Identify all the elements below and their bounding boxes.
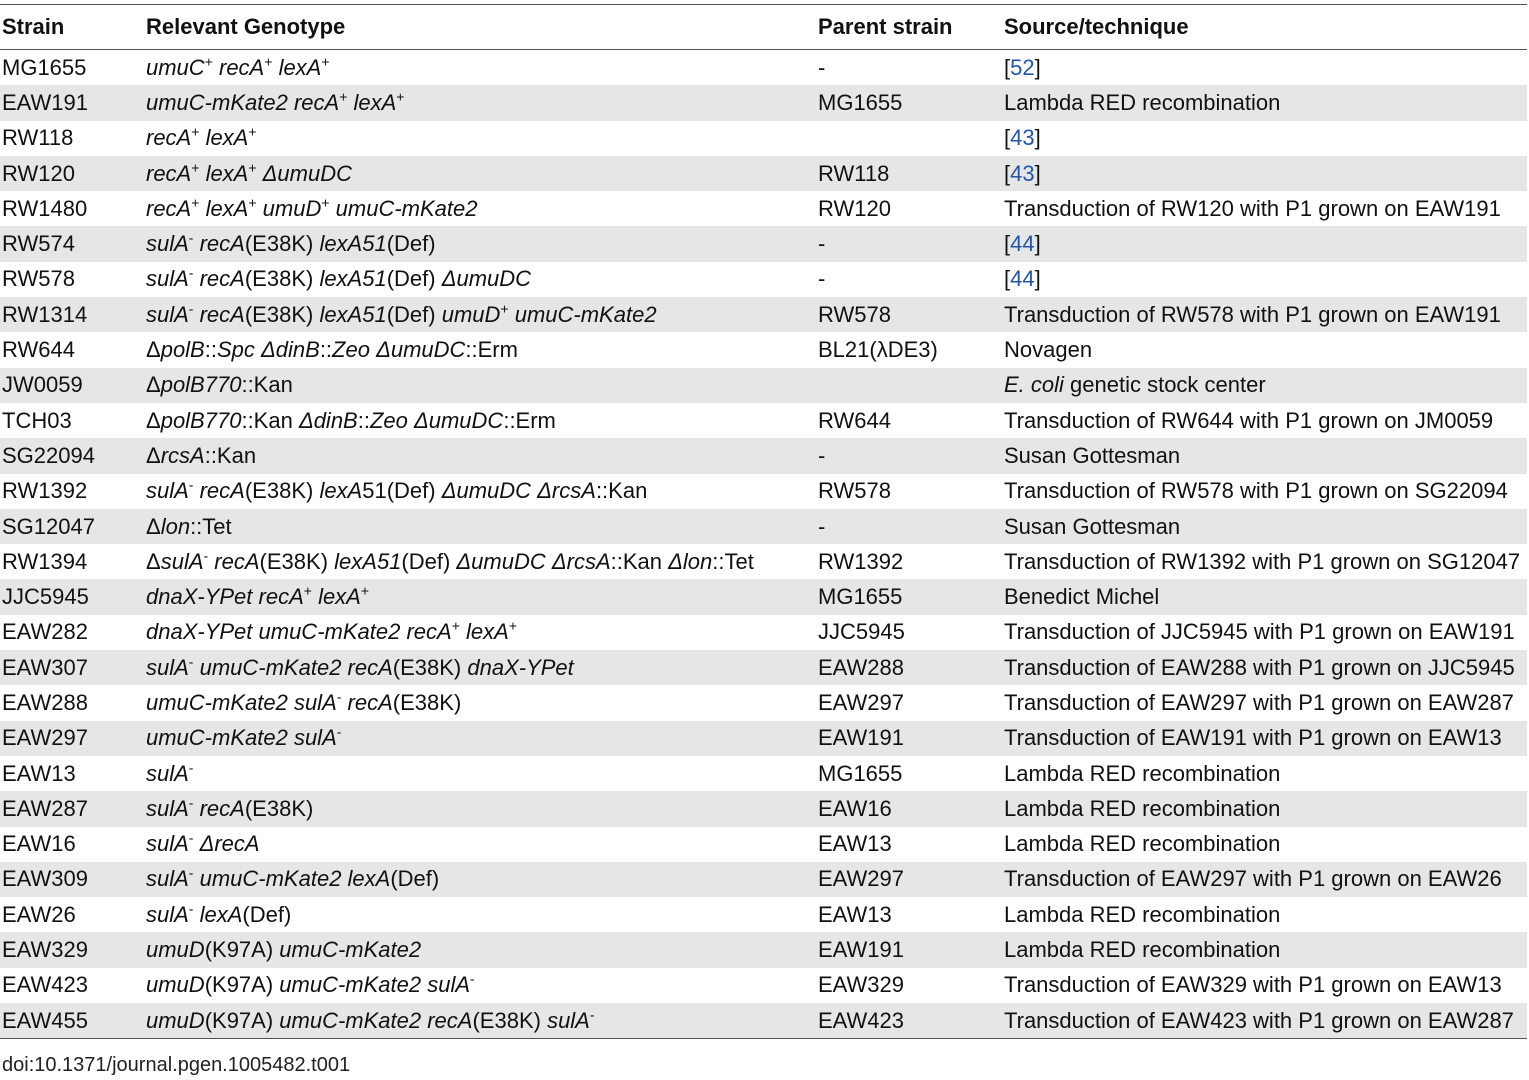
cell-strain: EAW16 (2, 831, 76, 857)
cell-genotype: ΔrcsA::Kan (144, 438, 816, 473)
cell-parent: EAW191 (816, 932, 1002, 967)
cell-parent: - (816, 438, 1002, 473)
cell-genotype: sulA- recA(E38K) lexA51(Def) ΔumuDC ΔrcsA::Kan (146, 476, 648, 504)
cell-source: Transduction of EAW297 with P1 grown on EAW287 (1004, 689, 1514, 715)
table-row (0, 368, 1527, 403)
cell-source: Transduction of EAW288 with P1 grown on JJC5945 (1002, 650, 1527, 685)
cell-strain: RW1480 (2, 195, 88, 221)
cell-genotype: ΔsulA- recA(E38K) lexA51(Def) ΔumuDC ΔrcsA::Kan Δlon::Tet (146, 547, 754, 574)
cell-source: Benedict Michel (1002, 579, 1527, 614)
cell-parent: MG1655 (816, 579, 1002, 614)
cell-genotype: dnaX-YPet umuC-mKate2 recA+ lexA+ (146, 618, 517, 645)
cell-genotype: Δlon::Tet (144, 509, 816, 544)
cell-strain: EAW297 (0, 721, 144, 756)
cell-parent: MG1655 (816, 85, 1002, 120)
cell-parent: MG1655 (818, 760, 903, 786)
cell-genotype: sulA- recA(E38K) lexA51(Def) ΔumuDC (146, 265, 532, 292)
cell-parent: EAW13 (818, 831, 892, 857)
cell-strain: RW1392 (2, 478, 88, 504)
cell-parent: EAW13 (818, 901, 892, 927)
cell-source: Susan Gottesman (1002, 509, 1527, 544)
cell-parent: RW578 (818, 478, 891, 504)
cell-strain: SG22094 (0, 438, 144, 473)
cell-genotype: sulA- recA(E38K) (144, 791, 816, 826)
table-row (0, 156, 1527, 191)
cell-strain: RW578 (2, 266, 75, 292)
cell-source: Transduction of RW578 with P1 grown on SG22094 (1004, 478, 1508, 504)
header-genotype: Relevant Genotype (144, 5, 816, 50)
table-row (0, 191, 1527, 226)
table-row (0, 862, 1527, 897)
cell-parent: EAW16 (816, 791, 1002, 826)
header-strain: Strain (0, 5, 144, 50)
table-row (0, 85, 1527, 120)
doi-caption: doi:10.1371/journal.pgen.1005482.t001 (2, 1054, 351, 1076)
cell-strain: EAW26 (2, 901, 76, 927)
cell-genotype: sulA- umuC-mKate2 recA(E38K) dnaX-YPet (144, 650, 816, 685)
cell-strain: RW574 (0, 226, 144, 261)
cell-source: E. coli genetic stock center (1002, 368, 1527, 403)
cell-genotype: recA+ lexA+ (146, 123, 257, 151)
table-row (0, 438, 1527, 473)
cell-strain: RW644 (2, 337, 75, 363)
table-row (0, 544, 1527, 579)
cell-source: Transduction of EAW297 with P1 grown on EAW26 (1002, 862, 1527, 897)
cell-parent: EAW288 (816, 650, 1002, 685)
cell-genotype: sulA- umuC-mKate2 lexA(Def) (144, 862, 816, 897)
cell-source: Lambda RED recombination (1004, 831, 1281, 857)
cell-strain: JJC5945 (0, 579, 144, 614)
cell-source: Transduction of JJC5945 with P1 grown on EAW191 (1004, 619, 1515, 645)
header-row (0, 5, 1527, 50)
cell-strain: JW0059 (0, 368, 144, 403)
cell-strain: EAW455 (0, 1003, 144, 1039)
cell-genotype: umuC-mKate2 recA+ lexA+ (144, 85, 816, 120)
cell-strain: RW118 (2, 125, 74, 151)
table-row (0, 579, 1527, 614)
cell-source: Transduction of RW120 with P1 grown on EAW191 (1004, 195, 1501, 221)
cell-genotype: umuD(K97A) umuC-mKate2 sulA- (146, 971, 475, 998)
cell-parent: RW644 (818, 407, 891, 433)
table-row (0, 474, 1527, 509)
cell-parent: EAW297 (816, 862, 1002, 897)
cell-genotype: ΔpolB::Spc ΔdinB::Zeo ΔumuDC::Erm (146, 337, 518, 363)
cell-strain: EAW423 (2, 972, 89, 998)
cell-source: Transduction of EAW423 with P1 grown on EAW287 (1002, 1003, 1527, 1039)
cell-parent: RW1392 (818, 548, 904, 574)
table-row (0, 932, 1527, 967)
table-row (0, 721, 1527, 756)
cell-parent: - (818, 54, 826, 80)
cell-strain: RW1394 (2, 548, 88, 574)
cell-genotype: recA+ lexA+ ΔumuDC (144, 156, 816, 191)
cell-parent: - (816, 509, 1002, 544)
cell-source: [52] (1004, 54, 1041, 80)
cell-source: Transduction of EAW191 with P1 grown on EAW13 (1002, 721, 1527, 756)
cell-source: Lambda RED recombination (1002, 791, 1527, 826)
table-row (0, 262, 1527, 297)
table-row (0, 650, 1527, 685)
cell-source: Transduction of RW1392 with P1 grown on SG12047 (1004, 548, 1521, 574)
cell-strain: EAW287 (0, 791, 144, 826)
cell-source: [44] (1004, 266, 1041, 292)
table-row (0, 1003, 1527, 1039)
cell-parent: EAW191 (816, 721, 1002, 756)
table-row (0, 509, 1527, 544)
header-source: Source/technique (1002, 5, 1527, 50)
cell-genotype: ΔpolB770::Kan (144, 368, 816, 403)
cell-strain: EAW309 (0, 862, 144, 897)
cell-source: Lambda RED recombination (1002, 932, 1527, 967)
table-body (0, 50, 1527, 1039)
strain-table (0, 4, 1527, 1039)
cell-strain: RW120 (0, 156, 144, 191)
table-row (0, 297, 1527, 332)
table-row (0, 791, 1527, 826)
cell-genotype: umuD(K97A) umuC-mKate2 recA(E38K) sulA- (144, 1003, 816, 1039)
cell-source: Transduction of EAW329 with P1 grown on EAW13 (1004, 972, 1502, 998)
cell-genotype: umuD(K97A) umuC-mKate2 (144, 932, 816, 967)
cell-strain: MG1655 (2, 54, 87, 80)
cell-genotype: sulA- lexA(Def) (146, 900, 292, 927)
table-row (0, 226, 1527, 261)
cell-parent: - (816, 226, 1002, 261)
cell-source: Lambda RED recombination (1002, 85, 1527, 120)
cell-strain: SG12047 (0, 509, 144, 544)
table-row (0, 403, 1527, 438)
cell-strain: EAW329 (0, 932, 144, 967)
cell-genotype: sulA- ΔrecA (146, 829, 260, 857)
cell-genotype: sulA- recA(E38K) lexA51(Def) umuD+ umuC-mKate2 (144, 297, 816, 332)
cell-source: Novagen (1004, 337, 1093, 363)
table-row (0, 50, 1527, 86)
table-row (0, 615, 1527, 650)
cell-source: [44] (1002, 226, 1527, 261)
cell-genotype: sulA- recA(E38K) lexA51(Def) (144, 226, 816, 261)
table-row (0, 756, 1527, 791)
cell-parent: - (818, 266, 826, 292)
cell-genotype: umuC+ recA+ lexA+ (146, 53, 330, 80)
cell-parent: EAW423 (816, 1003, 1002, 1039)
cell-parent: EAW329 (818, 972, 905, 998)
cell-parent: RW578 (816, 297, 1002, 332)
cell-strain: TCH03 (2, 407, 72, 433)
cell-parent: JJC5945 (818, 619, 905, 645)
cell-genotype: sulA- (146, 759, 194, 786)
cell-source: Lambda RED recombination (1004, 901, 1281, 927)
header-parent: Parent strain (816, 5, 1002, 50)
cell-genotype: umuC-mKate2 sulA- (144, 721, 816, 756)
table-row (0, 897, 1527, 932)
cell-strain: RW1314 (0, 297, 144, 332)
cell-strain: EAW191 (0, 85, 144, 120)
cell-genotype: ΔpolB770::Kan ΔdinB::Zeo ΔumuDC::Erm (146, 407, 556, 433)
cell-parent (816, 368, 1002, 403)
table-row (0, 827, 1527, 862)
cell-source: [43] (1004, 125, 1041, 151)
cell-source: Transduction of RW644 with P1 grown on JM0059 (1004, 407, 1494, 433)
cell-genotype: dnaX-YPet recA+ lexA+ (144, 579, 816, 614)
cell-genotype: umuC-mKate2 sulA- recA(E38K) (146, 688, 462, 715)
cell-parent: BL21(λDE3) (818, 337, 938, 363)
cell-source: [43] (1002, 156, 1527, 191)
table-row (0, 121, 1527, 156)
cell-parent (816, 121, 1002, 156)
cell-source: Transduction of RW578 with P1 grown on EAW191 (1002, 297, 1527, 332)
cell-parent: RW118 (816, 156, 1002, 191)
cell-source: Lambda RED recombination (1004, 760, 1281, 786)
table-row (0, 332, 1527, 367)
table-row (0, 968, 1527, 1003)
table-row (0, 685, 1527, 720)
cell-strain: EAW13 (2, 760, 76, 786)
cell-source: Susan Gottesman (1002, 438, 1527, 473)
cell-parent: RW120 (818, 195, 891, 221)
cell-strain: EAW282 (2, 619, 89, 645)
cell-strain: EAW288 (2, 689, 89, 715)
cell-genotype: recA+ lexA+ umuD+ umuC-mKate2 (146, 194, 478, 221)
cell-parent: EAW297 (818, 689, 905, 715)
cell-strain: EAW307 (0, 650, 144, 685)
